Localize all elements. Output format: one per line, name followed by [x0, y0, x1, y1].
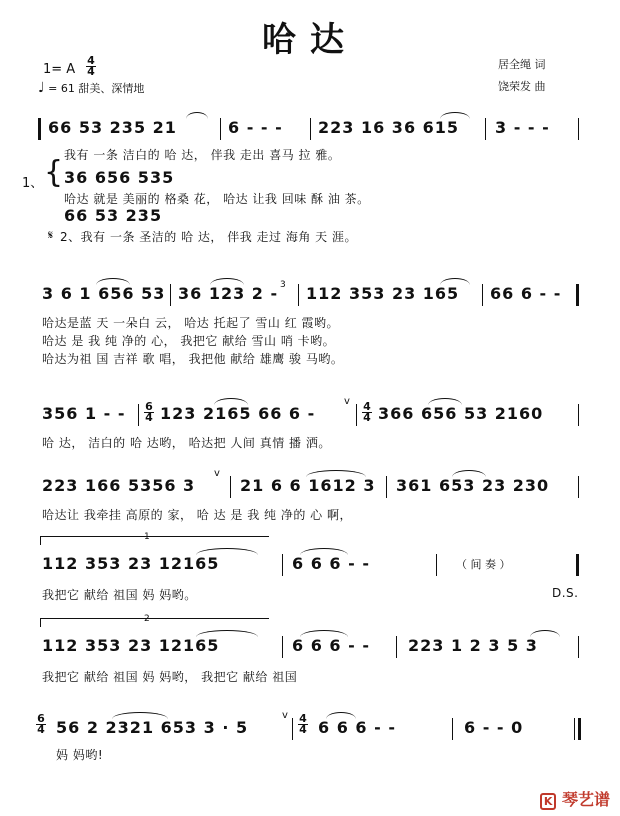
system-5 — [0, 532, 620, 612]
slur — [306, 470, 366, 477]
song-title: 哈达 — [262, 20, 358, 60]
slur — [440, 278, 470, 285]
time-sig-top: 4 — [363, 400, 371, 413]
key-signature — [43, 62, 75, 77]
measure-16: 6 6 6 - - — [292, 554, 370, 573]
segno-icon: 𝄋 — [48, 228, 54, 242]
tempo-marking — [38, 80, 144, 96]
lyrics-line: 哈达是蓝 天 一朵白 云， 哈达 托起了 雪山 红 霞哟。 — [42, 316, 340, 330]
measure-6: 36 123 2 - — [178, 284, 279, 303]
time-sig-top: 4 — [87, 54, 95, 67]
barline — [282, 554, 283, 576]
system-6 — [0, 614, 620, 690]
lyrics-line: 哈达 是 我 纯 净的 心， 我把它 献给 雪山 哨 卡哟。 — [42, 334, 336, 348]
composer: 饶荣发 曲 — [498, 80, 546, 93]
lyrics-verse1: 我有 一条 洁白的 哈 达， 伴我 走出 喜马 拉 雅。 — [64, 148, 341, 162]
time-sig-bottom: 4 — [363, 411, 371, 424]
measure-22: 6 - - 0 — [464, 718, 524, 737]
measure-4: 3 - - - — [495, 118, 550, 137]
slur — [186, 112, 208, 119]
barline — [452, 718, 453, 740]
slur — [196, 630, 258, 637]
watermark-logo — [540, 787, 610, 810]
barline — [282, 636, 283, 658]
time-sig-bottom: 4 — [299, 723, 307, 736]
measure-8: 66 6 - - — [490, 284, 562, 303]
slur — [428, 398, 462, 405]
time-signature — [144, 402, 154, 423]
measure-14: 361 653 23 230 — [396, 476, 550, 495]
barline — [396, 636, 397, 658]
system-7 — [0, 710, 620, 770]
barline — [230, 476, 231, 498]
key-label: 1= A — [43, 62, 76, 77]
measure-20: 56 2 2321 653 3 · 5 — [56, 718, 249, 737]
time-signature — [298, 714, 308, 735]
alt-notes: 36 656 535 — [64, 168, 175, 187]
system-1 — [0, 110, 620, 250]
measure-17: 112 353 23 12165 — [42, 636, 220, 655]
slur — [440, 112, 470, 119]
measure-7: 112 353 23 165 — [306, 284, 460, 303]
time-sig-top: 6 — [37, 712, 45, 725]
barline — [578, 404, 579, 426]
barline — [356, 404, 357, 426]
lyrics-line: 我把它 献给 祖国 妈 妈哟， 我把它 献给 祖国 — [42, 670, 298, 684]
slur — [196, 548, 258, 555]
volta-number: 1 — [144, 532, 150, 542]
lyrics-line: 妈 妈哟! — [56, 748, 104, 762]
time-sig-bottom: 4 — [87, 65, 95, 78]
measure-3: 223 16 36 615 — [318, 118, 460, 137]
quarter-note-icon: ♩ — [38, 80, 45, 96]
barline — [578, 636, 579, 658]
time-signature — [36, 714, 46, 735]
measure-18: 6 6 6 - - — [292, 636, 370, 655]
slur — [214, 398, 248, 405]
barline — [578, 476, 579, 498]
repeat-end-barline — [576, 284, 579, 306]
ds-marking: D.S. — [552, 586, 579, 600]
lyrics-line: 哈 达， 洁白的 哈 达哟， 哈达把 人间 真情 播 洒。 — [42, 436, 331, 450]
measure-10: 123 2165 66 6 - — [160, 404, 316, 423]
barline — [574, 718, 575, 740]
lyrics-line: 我把它 献给 祖国 妈 妈哟。 — [42, 588, 197, 602]
time-sig-bottom: 4 — [145, 411, 153, 424]
time-signature — [362, 402, 372, 423]
measure-5: 3 6 1 656 53 — [42, 284, 166, 303]
barline — [578, 118, 579, 140]
lyrics-verse1b: 哈达 就是 美丽的 格桑 花， 哈达 让我 回味 酥 油 茶。 — [64, 192, 370, 206]
barline — [482, 284, 483, 306]
barline — [138, 404, 139, 426]
repeat-start-barline — [38, 118, 41, 140]
barline — [170, 284, 171, 306]
system-4 — [0, 468, 620, 532]
repeat-end-barline — [576, 554, 579, 576]
measure-21: 6 6 6 - - — [318, 718, 396, 737]
slur — [210, 278, 244, 285]
triplet-mark: 3 — [280, 280, 286, 290]
measure-13: 21 6 6 1612 3 — [240, 476, 376, 495]
barline — [220, 118, 221, 140]
time-sig-top: 4 — [299, 712, 307, 725]
measure-9: 356 1 - - — [42, 404, 126, 423]
interlude-label: （ 间 奏 ） — [456, 558, 511, 571]
final-barline — [578, 718, 581, 740]
slur — [452, 470, 486, 477]
breath-mark: v — [214, 468, 220, 479]
measure-19: 223 1 2 3 5 3 — [408, 636, 538, 655]
breath-mark: v — [344, 396, 350, 407]
volta-number: 2 — [144, 614, 150, 624]
slur — [530, 630, 560, 637]
barline — [298, 284, 299, 306]
logo-icon: K — [540, 793, 557, 810]
volta-bracket — [40, 618, 269, 627]
lyrics-verse2: 2、我有 一条 圣洁的 哈 达， 伴我 走过 海角 天 涯。 — [60, 230, 357, 244]
measure-1: 66 53 235 21 — [48, 118, 177, 137]
measure-2: 6 - - - — [228, 118, 283, 137]
barline — [485, 118, 486, 140]
time-sig-top: 6 — [145, 400, 153, 413]
lyrics-line: 哈达让 我牵挂 高原的 家， 哈 达 是 我 纯 净的 心 啊， — [42, 508, 352, 522]
system-3 — [0, 396, 620, 460]
time-sig-bottom: 4 — [37, 723, 45, 736]
lyrics-line: 哈达为祖 国 吉祥 歌 唱， 我把他 献给 雄鹰 骏 马哟。 — [42, 352, 344, 366]
time-signature — [86, 56, 96, 77]
slur — [300, 630, 348, 637]
watermark-text: 琴艺谱 — [561, 790, 610, 809]
verse-number: 1、 — [22, 176, 44, 191]
system-2 — [0, 280, 620, 370]
slur — [326, 712, 356, 719]
measure-12: 223 166 5356 3 — [42, 476, 196, 495]
barline — [386, 476, 387, 498]
alt-notes-2: 66 53 235 — [64, 206, 163, 225]
barline — [292, 718, 293, 740]
volta-bracket — [40, 536, 269, 545]
measure-15: 112 353 23 12165 — [42, 554, 220, 573]
measure-11: 366 656 53 2160 — [378, 404, 544, 423]
brace-icon: { — [44, 155, 64, 190]
barline — [310, 118, 311, 140]
slur — [96, 278, 130, 285]
slur — [112, 712, 168, 719]
slur — [300, 548, 348, 555]
breath-mark: v — [282, 710, 288, 721]
lyricist: 居全绳 词 — [498, 58, 546, 71]
tempo-text: = 61 甜美、深情地 — [48, 82, 145, 95]
barline — [436, 554, 437, 576]
